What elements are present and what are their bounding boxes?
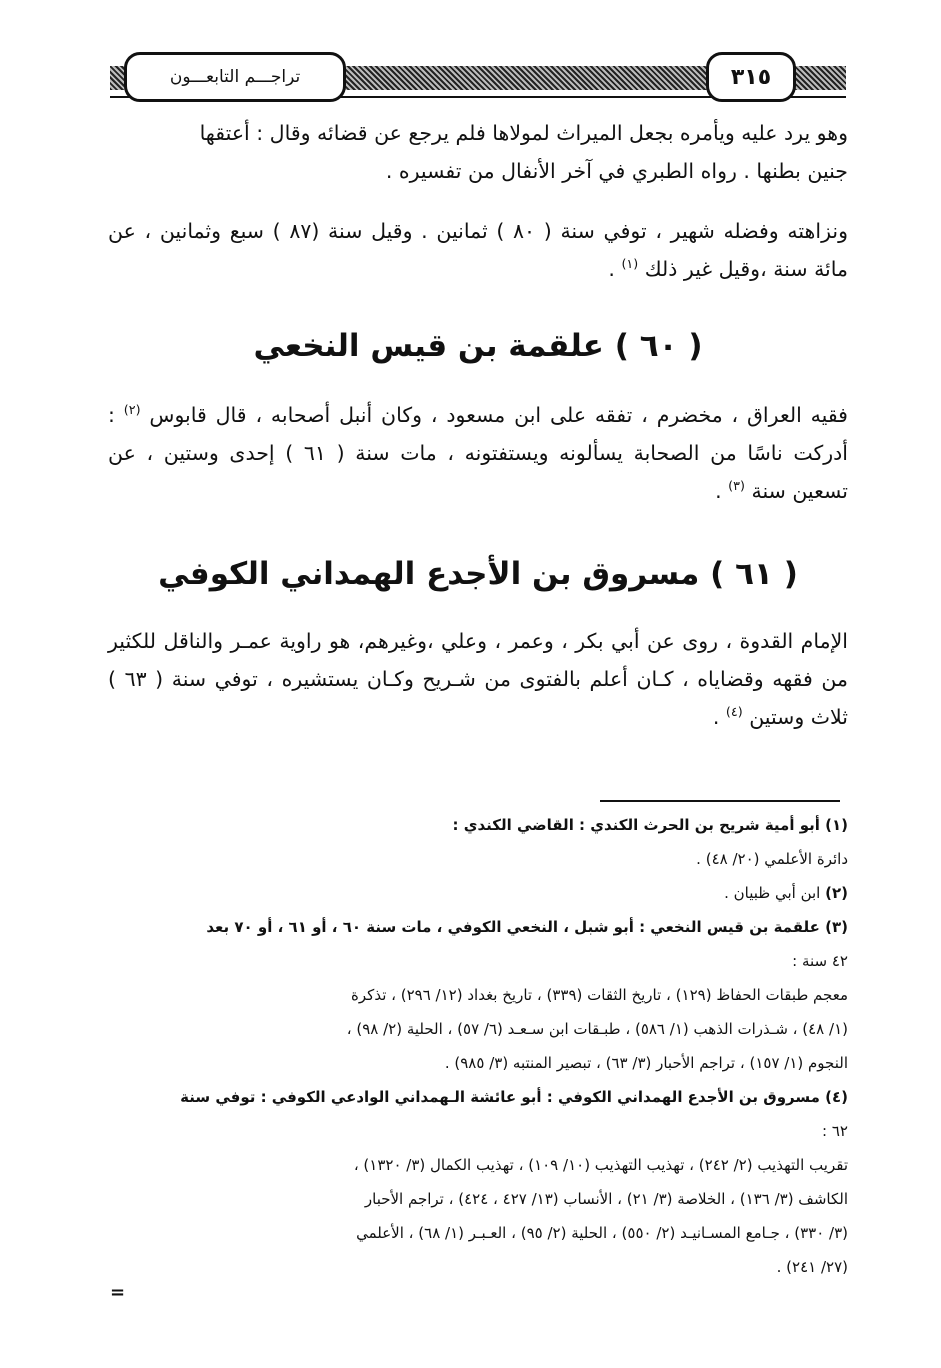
footnote-3-line-5: النجوم (١/ ١٥٧) ، تراجم الأحبار (٣/ ٦٣) ، تبصير المنتبه (٣/ ٩٨٥) .: [444, 1054, 848, 1072]
continuation-line-1: وهو يرد عليه ويأمره بجعل الميراث لمولاها فلم يرجع عن قضائه وقال : أعتقها: [199, 121, 848, 145]
footnote-3-line-4: (١/ ٤٨) ، شـذرات الذهب (١/ ٥٨٦) ، طبـقات ابن سـعـد (٦/ ٥٧) ، الحلية (٢/ ٩٨) ،: [346, 1020, 848, 1038]
footnote-ref-1[interactable]: (١): [621, 256, 639, 272]
footnote-4-line-4: الكاشف (٣/ ١٣٦) ، الخلاصة (٣/ ٢١) ، الأنساب (١٣/ ٤٢٧ ، ٤٢٤) ، تراجم الأحبار: [364, 1190, 848, 1208]
intro-paragraph: [108, 212, 848, 288]
intro-end: .: [608, 257, 622, 281]
footnote-2-number: (٢): [825, 884, 848, 902]
footnote-4-line-2: ٦٢ :: [822, 1122, 848, 1140]
footnote-4-title: مسروق بن الأجدع الهمداني الكوفي : أبو عائشة الـهمداني الوادعي الكوفي : توفي سنة: [180, 1088, 826, 1106]
entry-60-text-2: : أدركت ناسًا من الصحابة يسألونه ويستفتونه ، مات سنة ( ٦١ ) إحدى وستين ، عن تسعين سنة: [108, 403, 848, 503]
footnote-2-line-1: [108, 876, 848, 910]
footnote-2-text: ابن أبي ظبيان .: [724, 884, 826, 902]
footnote-4-line-3: تقريب التهذيب (٢/ ٢٤٢) ، تهذيب التهذيب (١٠/ ١٠٩) ، تهذيب الكمال (٣/ ١٣٢٠) ،: [353, 1156, 848, 1174]
intro-text: ونزاهته وفضله شهير ، توفي سنة ( ٨٠ ) ثمانين . وقيل سنة (٨٧ ) سبع وثمانين ، عن مائة سنة ،وقيل غير ذلك: [108, 219, 848, 281]
entry-61-heading: ( ٦١ ) مسروق بن الأجدع الهمداني الكوفي: [158, 556, 798, 592]
entry-60-text-1: فقيه العراق ، مخضرم ، تفقه على ابن مسعود ، وكان أنبل أصحابه ، قال قابوس: [149, 403, 848, 427]
footnote-3-number: (٣): [825, 918, 848, 936]
footnote-1-line-2: دائرة الأعلمي (٢٠/ ٤٨) .: [696, 850, 848, 868]
page-mark: =: [110, 1282, 126, 1303]
footnote-ref-4[interactable]: (٤): [725, 704, 743, 720]
entry-60-end: .: [715, 479, 729, 503]
footnote-3-line-3: معجم طبقات الحفاظ (١٢٩) ، تاريخ الثقات (٣٣٩) ، تاريخ بغداد (١٢/ ٢٩٦) ، تذكرة: [351, 986, 848, 1004]
footnote-1-line-1: [108, 808, 848, 842]
continuation-line-2: جنين بطنها . رواه الطبري في آخر الأنفال من تفسيره .: [385, 159, 848, 183]
page-header: [110, 50, 846, 104]
footnote-ref-2[interactable]: (٢): [123, 402, 141, 418]
entry-61-end: .: [712, 705, 726, 729]
footnote-3-line-2: ٤٢ سنة :: [792, 952, 848, 970]
running-title: تراجـــم التابعـــون: [124, 52, 346, 102]
page-number: ٣١٥: [706, 52, 796, 102]
footnote-1-title: أبو أمية شريح بن الحرث الكندي : القاضي الكندي :: [452, 816, 826, 834]
entry-60-heading: ( ٦٠ ) علقمة بن قيس النخعي: [253, 328, 703, 364]
footnote-4-line-5: (٣/ ٣٣٠) ، جـامع المسـانيـد (٢/ ٥٥٠) ، الحلية (٢/ ٩٥) ، العـبـر (١/ ٦٨) ، الأعلمي: [356, 1224, 848, 1242]
entry-61-paragraph: [108, 622, 848, 736]
entry-60-paragraph: [108, 396, 848, 510]
footnote-1-number: (١): [825, 816, 848, 834]
footnote-4-line-6: (٢٧/ ٢٤١) .: [776, 1258, 848, 1276]
continuation-paragraph: [108, 114, 848, 190]
footnote-3-line-1: [108, 910, 848, 944]
entry-61-text: الإمام القدوة ، روى عن أبي بكر ، وعمر ، وعلي ،وغيرهم، هو راوية عمـر والناقل للكثير من فقهه وقضاياه ، كـان أعلم بالفتوى من شـريح وكـان يستشيره ، توفي سنة ( ٦٣ ) ثلاث وستين: [108, 629, 849, 729]
footnote-3-title: علقمة بن قيس النخعي : أبو شبل ، النخعي الكوفي ، مات سنة ٦٠ ، أو ٦١ ، أو ٧٠ بعد: [206, 918, 826, 936]
footnote-4-line-1: [108, 1080, 848, 1114]
footnote-ref-3[interactable]: (٣): [728, 478, 745, 494]
footnote-4-number: (٤): [825, 1088, 848, 1106]
footnotes: [108, 808, 848, 1284]
footnote-separator: [600, 800, 840, 802]
